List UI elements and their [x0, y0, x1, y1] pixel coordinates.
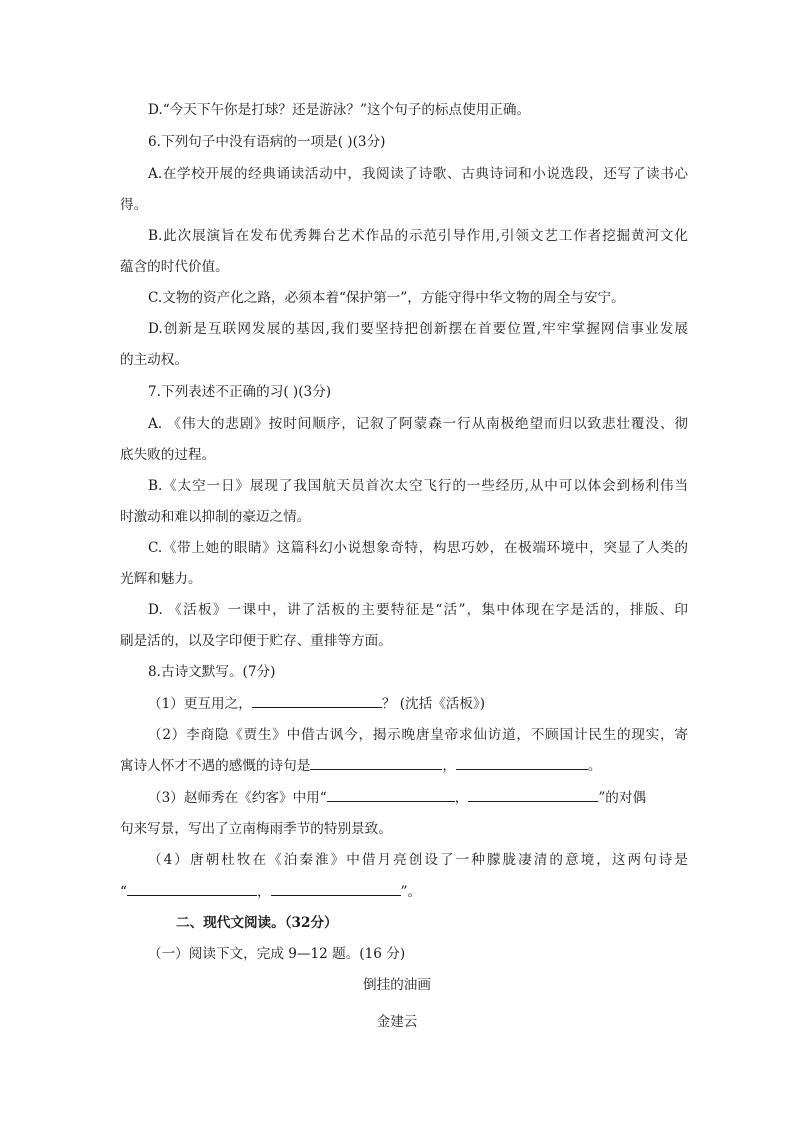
q8-4-open-quote: “ [120, 884, 127, 900]
fill-blank[interactable] [271, 882, 401, 896]
option-7c-line2: 光辉和魅力。 [120, 571, 202, 587]
fill-blank[interactable] [456, 756, 588, 770]
option-6a-line2: 得。 [120, 197, 148, 213]
q8-4-comma: ， [256, 884, 271, 900]
q8-4-close: ”。 [400, 884, 422, 900]
fill-blank[interactable] [127, 882, 257, 896]
fill-blank[interactable] [252, 694, 382, 708]
option-6-prev-d: D.“今天下午你是打球？还是游泳？”这个句子的标点使用正确。 [148, 102, 531, 118]
fill-blank[interactable] [327, 788, 455, 802]
q8-item-2-line2 [120, 756, 690, 776]
q8-item-3-line1 [148, 788, 688, 808]
option-6b-line2: 蕴含的时代价值。 [120, 259, 229, 275]
subsection-1-heading: （一）阅读下文，完成 9—12 题。(16 分) [148, 946, 406, 962]
option-7d-line1: D. 《活板》一课中，讲了活板的主要特征是“活”，集中体现在字是活的，排版、印 [148, 602, 688, 618]
article-title: 倒挂的油画 [363, 977, 431, 993]
question-8: 8.古诗文默写。(7分) [148, 664, 276, 680]
fill-blank[interactable] [310, 756, 442, 770]
q8-1-text: （1）更互用之， [148, 696, 252, 712]
option-7a-line2: 底失败的过程。 [120, 447, 216, 463]
question-6: 6.下列句子中没有语病的一项是( )(3分) [148, 134, 386, 150]
option-7a-line1: A. 《伟大的悲剧》按时间顺序，记叙了阿蒙森一行从南极绝望而归以致悲壮覆没、彻 [148, 416, 688, 432]
q8-2-period: 。 [587, 758, 602, 774]
article-author: 金建云 [376, 1014, 418, 1030]
option-7d-line2: 刷是活的，以及字印便于贮存、重排等方面。 [120, 633, 392, 649]
q8-2-text: 寓诗人怀才不遇的感慨的诗句是 [120, 758, 311, 774]
q8-item-1 [148, 694, 688, 714]
q8-item-4-line2 [120, 882, 690, 902]
option-6a-line1: A.在学校开展的经典诵读活动中，我阅读了诗歌、古典诗词和小说选段，还写了读书心 [148, 166, 688, 182]
option-6b-line1: B.此次展演旨在发布优秀舞台艺术作品的示范引导作用,引领文艺工作者挖掘黄河文化 [148, 228, 688, 244]
q8-3-comma: ， [454, 790, 469, 806]
option-6d-line2: 的主动权。 [120, 352, 188, 368]
q8-item-2-line1: （2）李商隐《贾生》中借古讽今，揭示晚唐皇帝求仙访道，不顾国计民生的现实，寄 [148, 727, 688, 743]
q8-1-source: ？ (沈括《活板》) [381, 696, 486, 712]
q8-item-3-line2: 句来写景，写出了立南梅雨季节的特别景致。 [120, 821, 392, 837]
question-7: 7.下列表述不正确的习( )(3分) [148, 384, 332, 400]
option-7c-line1: C.《带上她的眼睛》这篇科幻小说想象奇特，构思巧妙，在极端环境中，突显了人类的 [148, 540, 688, 556]
q8-3-text: （3）赵师秀在《约客》中用“ [148, 790, 327, 806]
option-7b-line2: 时激动和难以抑制的豪迈之情。 [120, 509, 311, 525]
q8-3-tail: ”的对偶 [598, 790, 647, 806]
option-7b-line1: B.《太空一日》展现了我国航天员首次太空飞行的一些经历,从中可以体会到杨利伟当 [148, 478, 688, 494]
option-6c: C.文物的资产化之路，必须本着“保护第一”，方能守得中华文物的周全与安宁。 [148, 290, 625, 306]
fill-blank[interactable] [468, 788, 598, 802]
q8-item-4-line1: （4）唐朝杜牧在《泊秦淮》中借月亮创设了一种朦胧凄清的意境，这两句诗是 [148, 852, 688, 868]
q8-2-comma: ， [442, 758, 456, 774]
section-2-heading: 二、现代文阅读。（32分） [176, 915, 338, 931]
option-6d-line1: D.创新是互联网发展的基因,我们要坚持把创新摆在首要位置,牢牢掌握网信事业发展 [148, 321, 688, 337]
